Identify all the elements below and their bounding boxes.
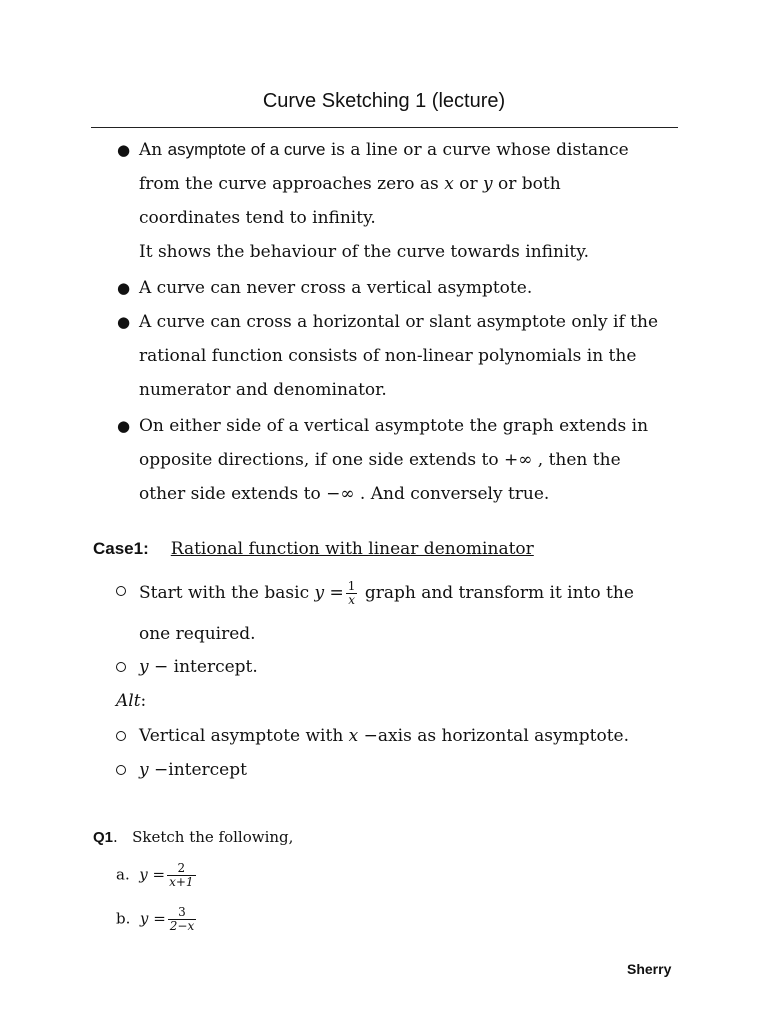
math-var: y [139, 909, 149, 928]
bullet-4-line-2 [139, 449, 621, 471]
page-title: Curve Sketching 1 (lecture) [262, 90, 506, 112]
hollow-bullet-icon [116, 586, 126, 596]
alt-colon: : [140, 691, 147, 711]
part-label: a. [116, 865, 130, 884]
text: graph and transform it into the [364, 583, 634, 603]
question-1-part-b [116, 906, 198, 933]
text: is a line or a curve whose distance [330, 140, 629, 160]
text: from the curve approaches zero as [139, 174, 439, 194]
question-text: Sketch the following, [132, 828, 294, 846]
alt-text: Alt [116, 691, 141, 711]
asymptote-term: asymptote of a curve [167, 140, 326, 159]
math-eq: = [329, 583, 344, 603]
part-label: b. [116, 909, 131, 928]
fraction [168, 906, 196, 933]
bullet-1-line-3: coordinates tend to infinity. [139, 208, 376, 228]
numerator: 1 [347, 579, 356, 593]
bullet-2-line-1: A curve can never cross a vertical asymptote. [139, 278, 533, 298]
bullet-dot: ● [117, 313, 131, 331]
bullet-1-line-1 [139, 139, 629, 161]
question-label: Q1 [93, 829, 114, 846]
hollow-bullet-icon [116, 662, 126, 672]
alt-label [116, 690, 146, 712]
math-var: y [314, 583, 325, 603]
text: Start with the basic [139, 583, 310, 603]
math-var: y [139, 760, 149, 780]
case-1-step-4 [139, 759, 247, 781]
denominator: x [346, 593, 358, 607]
text: , then the [537, 450, 621, 470]
bullet-dot: ● [117, 141, 131, 159]
bullet-4-line-1: On either side of a vertical asymptote the graph extends in [139, 416, 649, 436]
hollow-bullet-icon [116, 731, 126, 741]
minus-infinity: −∞ [326, 484, 355, 504]
bullet-dot: ● [117, 279, 131, 297]
author-name: Sherry [627, 961, 672, 977]
math-var: x [444, 174, 454, 194]
math-eq: = [152, 865, 166, 884]
plus-infinity: +∞ [503, 450, 533, 470]
numerator: 2 [177, 861, 186, 875]
text: or both [498, 174, 561, 194]
bullet-4-line-3 [139, 483, 549, 505]
case-1-step-1 [139, 580, 634, 607]
bullet-1-line-2 [139, 173, 561, 195]
bullet-3-line-2: rational function consists of non-linear polynomials in the [139, 346, 637, 366]
denominator: x+1 [169, 875, 194, 889]
bullet-3-line-3: numerator and denominator. [139, 380, 387, 400]
text: Vertical asymptote with [139, 726, 344, 746]
title-divider [91, 127, 678, 128]
text: − intercept. [154, 657, 258, 677]
math-var: x [348, 726, 359, 746]
math-var: y [139, 865, 148, 884]
question-1 [93, 828, 293, 846]
text: . And conversely true. [359, 484, 550, 504]
text: −axis as horizontal asymptote. [363, 726, 629, 746]
numerator: 3 [178, 905, 186, 919]
case-title: Rational function with linear denominator [170, 539, 534, 559]
case-label: Case1: [93, 539, 149, 558]
bullet-dot: ● [117, 417, 131, 435]
text: An [139, 140, 163, 160]
case-1-step-3 [139, 725, 629, 747]
text: opposite directions, if one side extends to [139, 450, 499, 470]
hollow-bullet-icon [116, 765, 126, 775]
question-dot: . [113, 828, 118, 846]
math-var: y [139, 657, 149, 677]
bullet-3-line-1: A curve can cross a horizontal or slant asymptote only if the [139, 312, 658, 332]
question-1-part-a [116, 862, 198, 889]
math-eq: = [153, 909, 166, 928]
text: other side extends to [139, 484, 321, 504]
text: −intercept [154, 760, 247, 780]
case-1-heading [93, 539, 534, 559]
math-var: y [482, 174, 493, 194]
fraction [346, 580, 358, 607]
case-1-step-1-line-2: one required. [139, 624, 256, 644]
fraction [167, 862, 195, 889]
case-1-step-2 [139, 656, 258, 678]
text: or [459, 174, 478, 194]
denominator: 2−x [169, 919, 195, 933]
bullet-1-line-4: It shows the behaviour of the curve towards infinity. [139, 242, 589, 262]
